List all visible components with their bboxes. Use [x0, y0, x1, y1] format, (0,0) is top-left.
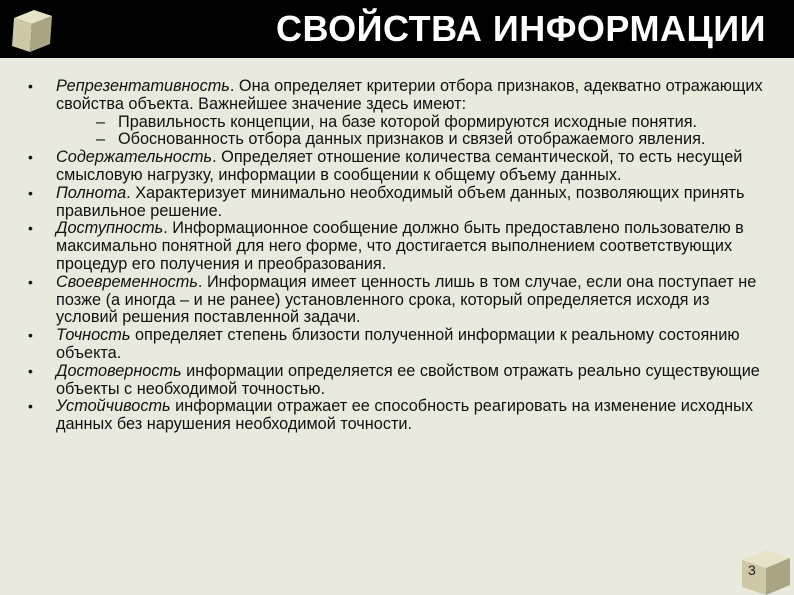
- list-item: [22, 274, 774, 327]
- bullet-icon: •: [28, 273, 33, 290]
- property-list: [22, 78, 774, 434]
- list-item: [22, 220, 774, 273]
- bullet-icon: •: [28, 78, 33, 94]
- term: Полнота: [56, 183, 127, 202]
- dash-icon: –: [96, 112, 106, 131]
- term: Точность: [56, 326, 131, 345]
- definition: информации отражает ее способность реагировать на изменение исходных данных без нарушения необходимой точности.: [56, 397, 753, 434]
- sub-item: [56, 131, 774, 149]
- term: Устойчивость: [56, 397, 171, 416]
- bullet-icon: •: [28, 398, 33, 415]
- list-item: [22, 78, 774, 149]
- definition: . Она определяет критерии отбора признаков, адекватно отражающих свойства объекта. Важнейшее значение здесь имеют:: [56, 77, 763, 113]
- cube-decoration-icon: [736, 540, 794, 595]
- term: Содержательность: [56, 148, 213, 167]
- definition: . Определяет отношение количества семантической, то есть несущей смысловую нагрузку, информации в сообщении к общему объему данных.: [56, 148, 743, 184]
- cube-logo-icon: [0, 0, 56, 56]
- dash-icon: –: [96, 130, 106, 149]
- bullet-icon: •: [28, 362, 33, 379]
- definition: информации определяется ее свойством отражать реально существующие объекты с необходимой точностью.: [56, 361, 760, 398]
- page-number: 3: [748, 562, 756, 578]
- sub-item-text: Правильность концепции, на базе которой формируются исходные понятия.: [118, 112, 698, 131]
- bullet-icon: •: [28, 220, 33, 237]
- term: Достоверность: [56, 361, 182, 380]
- list-item: [22, 363, 774, 399]
- definition: определяет степень близости полученной информации к реальному состоянию объекта.: [56, 326, 740, 362]
- term: Репрезентативность: [56, 77, 230, 95]
- list-item: [22, 398, 774, 434]
- title-bar: [0, 0, 794, 58]
- list-item: [22, 185, 774, 221]
- term: Своевременность: [56, 272, 198, 291]
- term: Доступность: [56, 219, 164, 238]
- definition: . Характеризует минимально необходимый объем данных, позволяющих принять правильное решение.: [56, 183, 745, 220]
- definition: . Информация имеет ценность лишь в том случае, если она поступает не позже (а иногда – и не ранее) установленного срока, который определяется исходя из условий решения поставленной задачи.: [56, 272, 757, 327]
- list-item: [22, 149, 774, 185]
- bullet-icon: •: [28, 327, 33, 344]
- sub-item-text: Обоснованность отбора данных признаков и связей отображаемого явления.: [118, 130, 706, 149]
- sub-item: [56, 114, 774, 132]
- bullet-icon: •: [28, 149, 33, 166]
- bullet-icon: •: [28, 184, 33, 201]
- slide-title: СВОЙСТВА ИНФОРМАЦИИ: [276, 8, 766, 49]
- definition: . Информационное сообщение должно быть предоставлено пользователю в максимально понятной для него форме, что достигается выполнением соответствующих процедур его получения и преобразования.: [56, 219, 744, 273]
- list-item: [22, 327, 774, 363]
